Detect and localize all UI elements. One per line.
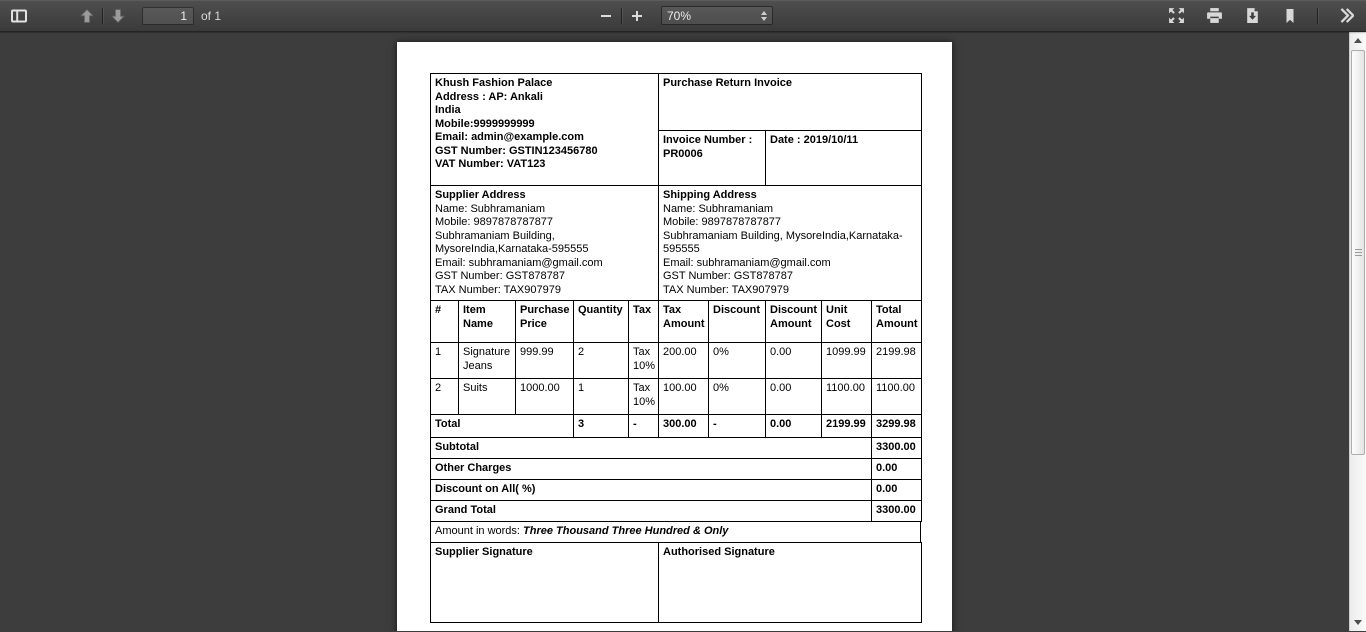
items-header-row: # Item Name Purchase Price Quantity Tax Tax Amount Discount Discount Amount Unit Cost Total Amount bbox=[431, 301, 922, 343]
zoom-controls bbox=[593, 3, 773, 28]
more-tools-button[interactable] bbox=[1332, 3, 1358, 28]
supplier-address: Supplier Address Name: Subhramaniam Mobile: 9897878787877 Subhramaniam Building, MysoreIndia,Karnataka-595555 Email: subhramaniam@gmail.com GST Number: GST878787 TAX Number: TAX907979 bbox=[431, 186, 659, 301]
shipping-address: Shipping Address Name: Subhramaniam Mobile: 9897878787877 Subhramaniam Building, MysoreIndia,Karnataka-595555 Email: subhramaniam@gmail.com GST Number: GST878787 TAX Number: TAX907979 bbox=[659, 186, 922, 301]
vertical-scrollbar[interactable] bbox=[1349, 32, 1366, 631]
invoice-date: Date : 2019/10/11 bbox=[766, 131, 922, 186]
toolbar-separator bbox=[102, 8, 103, 24]
print-button[interactable] bbox=[1201, 3, 1227, 28]
amount-in-words: Amount in words: Three Thousand Three Hundred & Only bbox=[431, 522, 921, 543]
pdf-viewer-area bbox=[0, 32, 1366, 631]
download-icon bbox=[1244, 7, 1261, 24]
scrollbar-thumb[interactable] bbox=[1351, 50, 1365, 455]
toggle-sidebar-button[interactable] bbox=[6, 3, 32, 28]
company-name: Khush Fashion Palace bbox=[435, 77, 553, 89]
address-table bbox=[430, 185, 922, 301]
select-spinner-icon bbox=[761, 11, 767, 21]
zoom-level-select[interactable] bbox=[661, 6, 773, 25]
triangle-down-icon bbox=[1354, 620, 1362, 625]
signature-table bbox=[430, 542, 922, 623]
bookmark-button[interactable] bbox=[1277, 3, 1303, 28]
summary-row: Subtotal 3300.00 bbox=[431, 438, 922, 459]
zoom-level-value: 70% bbox=[667, 8, 692, 23]
items-total-row: Total 3 - 300.00 - 0.00 2199.99 3299.98 bbox=[431, 415, 922, 438]
zoom-in-button[interactable] bbox=[624, 3, 650, 28]
supplier-signature: Supplier Signature bbox=[431, 543, 659, 623]
amount-in-words-table bbox=[430, 521, 921, 543]
purchase-return-invoice bbox=[430, 73, 921, 623]
scroll-down-button[interactable] bbox=[1350, 614, 1366, 631]
summary-row: Other Charges 0.00 bbox=[431, 459, 922, 480]
invoice-header-table bbox=[430, 73, 922, 186]
items-table bbox=[430, 300, 922, 438]
toolbar-right-group bbox=[1163, 3, 1358, 28]
sidebar-icon bbox=[10, 8, 28, 24]
authorised-signature: Authorised Signature bbox=[659, 543, 922, 623]
table-row: 2 Suits 1000.00 1 Tax 10% 100.00 0% 0.00 1100.00 1100.00 bbox=[431, 379, 922, 415]
arrow-up-icon bbox=[79, 8, 95, 24]
invoice-number: Invoice Number : PR0006 bbox=[659, 131, 766, 186]
toolbar-separator bbox=[1317, 8, 1318, 24]
table-row: 1 Signature Jeans 999.99 2 Tax 10% 200.00 0% 0.00 1099.99 2199.98 bbox=[431, 343, 922, 379]
scrollbar-grip-icon bbox=[1355, 249, 1362, 256]
minus-icon bbox=[598, 8, 614, 24]
summary-table bbox=[430, 437, 922, 522]
toolbar-separator bbox=[621, 8, 622, 24]
arrow-down-icon bbox=[110, 8, 126, 24]
pdf-page bbox=[397, 42, 952, 631]
fullscreen-icon bbox=[1168, 7, 1185, 24]
invoice-title: Purchase Return Invoice bbox=[659, 74, 922, 131]
plus-icon bbox=[629, 8, 645, 24]
pdf-toolbar bbox=[0, 0, 1366, 32]
double-chevron-right-icon bbox=[1337, 7, 1354, 24]
previous-page-button[interactable] bbox=[74, 3, 100, 28]
print-icon bbox=[1206, 7, 1223, 24]
zoom-out-button[interactable] bbox=[593, 3, 619, 28]
triangle-up-icon bbox=[1354, 38, 1362, 43]
page-navigation bbox=[74, 3, 221, 28]
company-info: Khush Fashion Palace Address : AP: Ankali India Mobile:9999999999 Email: admin@example.com GST Number: GSTIN123456780 VAT Number: VAT123 bbox=[431, 74, 659, 186]
presentation-mode-button[interactable] bbox=[1163, 3, 1189, 28]
next-page-button[interactable] bbox=[105, 3, 131, 28]
scroll-up-button[interactable] bbox=[1350, 32, 1366, 49]
download-button[interactable] bbox=[1239, 3, 1265, 28]
page-count-label: of 1 bbox=[201, 8, 222, 23]
summary-row: Grand Total 3300.00 bbox=[431, 501, 922, 522]
summary-row: Discount on All( %) 0.00 bbox=[431, 480, 922, 501]
page-number-input[interactable] bbox=[142, 7, 194, 25]
bookmark-icon bbox=[1282, 8, 1298, 24]
